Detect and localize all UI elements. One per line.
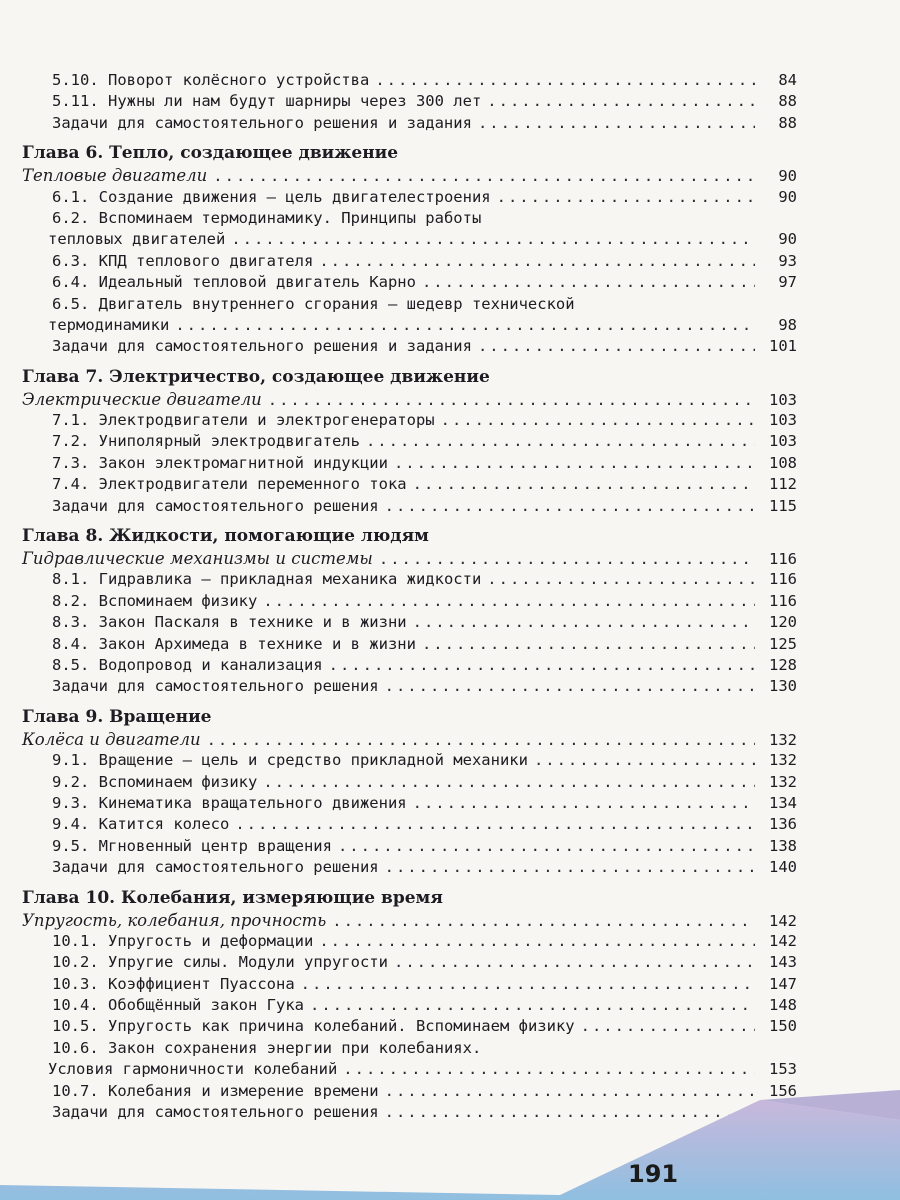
- toc-entry: [22, 995, 797, 1016]
- toc-leader-dots: [213, 166, 755, 187]
- toc-entry-text: Электродвигатели и электрогенераторы: [98, 411, 435, 430]
- toc-entry: [22, 974, 797, 995]
- toc-entry-title: [52, 1038, 481, 1059]
- toc-entry-title: [48, 229, 225, 250]
- toc-entry-title: [22, 389, 262, 410]
- toc-entry-text: Нужны ли нам будут шарниры через 300 лет: [108, 92, 482, 111]
- toc-entry: [22, 315, 797, 336]
- toc-entry-number: 10.5.: [52, 1017, 99, 1036]
- toc-entry: [22, 410, 797, 431]
- toc-entry: [22, 272, 797, 293]
- toc-entry-text: Водопровод и канализация: [98, 655, 323, 674]
- toc-entry: [22, 453, 797, 474]
- toc-leader-dots: [581, 1016, 755, 1037]
- toc-entry-text: Гидравлические механизмы и системы: [22, 549, 373, 569]
- toc-entry-number: 5.10.: [52, 71, 99, 89]
- toc-leader-dots: [310, 995, 755, 1016]
- toc-entry-title: [52, 772, 257, 793]
- toc-page-number: 120: [769, 613, 797, 632]
- toc-entry-title: [52, 251, 313, 272]
- toc-page-number: 88: [778, 113, 797, 132]
- toc-entry: [22, 836, 797, 857]
- toc-entry-title: [52, 676, 379, 697]
- toc-page-number: 108: [769, 453, 797, 472]
- toc-entry: [22, 931, 797, 952]
- toc-leader-dots: [379, 549, 755, 570]
- toc-page-number: 128: [769, 655, 797, 674]
- toc-entry-text: тепловых двигателей: [48, 230, 226, 249]
- toc-page-number: 138: [769, 836, 797, 855]
- chapter-heading: Глава 7. Электричество, создающее движение: [22, 366, 490, 387]
- toc-entry-title: [52, 187, 491, 208]
- toc-entry-number: 7.4.: [52, 475, 90, 494]
- toc-page-number: 98: [778, 315, 797, 334]
- toc-entry-number: 7.1.: [52, 411, 90, 430]
- toc-leader-dots: [366, 431, 755, 452]
- toc-entry-text: Двигатель внутреннего сгорания — шедевр технической: [98, 294, 575, 313]
- toc-entry-number: 10.7.: [52, 1081, 99, 1100]
- toc-entry-title: [52, 634, 416, 655]
- toc-page-number: 134: [769, 793, 797, 812]
- toc-entry-text: термодинамики: [48, 315, 170, 334]
- toc-page-number: 132: [769, 751, 797, 770]
- toc-entry-text: Катится колесо: [98, 815, 230, 834]
- toc-entry-text: Закон сохранения энергии при колебаниях.: [108, 1038, 482, 1057]
- toc-entry: [22, 229, 797, 250]
- toc-entry-text: Закон Архимеда в технике и в жизни: [98, 634, 416, 653]
- toc-page-number: 142: [769, 931, 797, 950]
- chapter-heading: Глава 8. Жидкости, помогающие людям: [22, 526, 429, 547]
- toc-entry-text: Электрические двигатели: [22, 389, 262, 409]
- toc-entry-text: Задачи для самостоятельного решения: [52, 677, 379, 696]
- toc-entry: [22, 1038, 797, 1059]
- toc-entry-title: [52, 113, 472, 134]
- toc-entry-text: Условия гармоничности колебаний: [48, 1060, 338, 1079]
- toc-entry-text: Задачи для самостоятельного решения и задания: [52, 337, 472, 356]
- toc-entry: [22, 187, 797, 208]
- toc-entry-title: [52, 655, 323, 676]
- toc-page-number: 93: [778, 251, 797, 270]
- toc-entry-title: [52, 793, 407, 814]
- toc-entry-title: [52, 70, 369, 91]
- toc-entry: [22, 496, 797, 517]
- toc-leader-dots: [319, 251, 755, 272]
- toc-entry-number: 10.4.: [52, 996, 99, 1015]
- toc-page-number: 84: [778, 71, 797, 89]
- toc-page-number: 150: [769, 1017, 797, 1036]
- toc-entry-text: Задачи для самостоятельного решения: [52, 858, 379, 877]
- toc-leader-dots: [394, 453, 755, 474]
- toc-entry-number: 9.1.: [52, 751, 90, 770]
- toc-entry-text: Закон Паскаля в технике и в жизни: [98, 613, 407, 632]
- toc-entry-text: Упругость, колебания, прочность: [22, 910, 327, 930]
- toc-entry-text: Обобщённый закон Гука: [108, 996, 304, 1015]
- toc-entry-number: 5.11.: [52, 92, 99, 111]
- toc-page-number: 103: [769, 432, 797, 451]
- toc-entry-title: [22, 548, 373, 569]
- chapter-heading: Глава 6. Тепло, создающее движение: [22, 143, 399, 164]
- toc-section-title: [22, 910, 797, 931]
- toc-page-number: 90: [778, 167, 797, 186]
- page-number: 191: [628, 1160, 679, 1188]
- toc-entry-title: [52, 952, 388, 973]
- toc-leader-dots: [422, 272, 755, 293]
- toc-entry: [22, 591, 797, 612]
- toc-entry-number: 8.5.: [52, 655, 90, 674]
- toc-section-title: [22, 165, 797, 186]
- toc-entry: [22, 750, 797, 771]
- toc-entry-title: [48, 1059, 337, 1080]
- toc-entry-title: [52, 208, 481, 229]
- toc-entry-title: [52, 431, 360, 452]
- toc-leader-dots: [263, 772, 755, 793]
- toc-entry-title: [48, 315, 169, 336]
- toc-entry: [22, 294, 797, 315]
- toc-entry-number: 10.2.: [52, 953, 99, 972]
- toc-entry-title: [52, 336, 472, 357]
- toc-page-number: 103: [769, 411, 797, 430]
- toc-entry-title: [52, 294, 575, 315]
- toc-entry: [22, 474, 797, 495]
- toc-entry-number: 8.1.: [52, 570, 90, 589]
- toc-page-number: 116: [769, 550, 797, 569]
- toc-entry-text: Кинематика вращательного движения: [98, 793, 407, 812]
- toc-entry: [22, 612, 797, 633]
- toc-entry-number: 8.3.: [52, 613, 90, 632]
- toc-entry-text: Идеальный тепловой двигатель Карно: [98, 273, 416, 292]
- toc-entry-title: [52, 612, 407, 633]
- toc-entry-title: [52, 931, 313, 952]
- toc-entry-text: Задачи для самостоятельного решения и задания: [52, 113, 472, 132]
- toc-entry-text: Упругость и деформации: [108, 931, 314, 950]
- toc-entry-number: 7.2.: [52, 432, 90, 451]
- toc-entry-title: [52, 974, 295, 995]
- toc-leader-dots: [413, 612, 755, 633]
- toc-entry-title: [52, 836, 332, 857]
- toc-page-number: 153: [769, 1060, 797, 1079]
- toc-entry: [22, 655, 797, 676]
- toc-page-number: 103: [769, 390, 797, 409]
- toc-entry-text: Закон электромагнитной индукции: [98, 453, 388, 472]
- toc-entry-text: КПД теплового двигателя: [98, 251, 314, 270]
- toc-entry-text: Колёса и двигатели: [22, 729, 201, 749]
- toc-section-title: [22, 729, 797, 750]
- chapter-heading: Глава 10. Колебания, измеряющие время: [22, 887, 443, 908]
- toc-entry-number: 10.3.: [52, 974, 99, 993]
- toc-leader-dots: [487, 569, 755, 590]
- toc-leader-dots: [338, 836, 755, 857]
- toc-page-number: 116: [769, 591, 797, 610]
- toc-page-number: 147: [769, 974, 797, 993]
- toc-leader-dots: [413, 474, 755, 495]
- toc-entry-number: 7.3.: [52, 453, 90, 472]
- chapter-heading: Глава 9. Вращение: [22, 706, 212, 727]
- footer-band-left-wedge: [0, 1100, 900, 1200]
- toc-page-number: 90: [778, 230, 797, 249]
- toc-page-number: 142: [769, 911, 797, 930]
- toc-entry-title: [52, 453, 388, 474]
- toc-entry: [22, 1059, 797, 1080]
- toc-leader-dots: [394, 952, 755, 973]
- toc-entry-text: Электродвигатели переменного тока: [98, 475, 407, 494]
- toc-entry-number: 6.2.: [52, 208, 90, 227]
- toc-entry-number: 10.1.: [52, 931, 99, 950]
- toc-page-number: 156: [769, 1081, 797, 1100]
- toc-entry: [22, 336, 797, 357]
- toc-page-number: 130: [769, 677, 797, 696]
- toc-page-number: 148: [769, 996, 797, 1015]
- toc-leader-dots: [478, 336, 755, 357]
- toc-leader-dots: [497, 187, 755, 208]
- toc-entry-title: [52, 496, 379, 517]
- toc-entry-number: 8.4.: [52, 634, 90, 653]
- toc-page-number: 136: [769, 815, 797, 834]
- toc-entry-title: [52, 91, 481, 112]
- toc-entry: [22, 676, 797, 697]
- toc-entry-title: [52, 272, 416, 293]
- toc-entry: [22, 431, 797, 452]
- toc-leader-dots: [235, 814, 755, 835]
- toc-leader-dots: [534, 750, 755, 771]
- toc-entry: [22, 251, 797, 272]
- toc-entry-number: 6.4.: [52, 273, 90, 292]
- toc-entry: [22, 793, 797, 814]
- toc-entry: [22, 814, 797, 835]
- toc-entry: [22, 91, 797, 112]
- toc-page-number: 101: [769, 337, 797, 356]
- toc-entry-title: [52, 750, 528, 771]
- toc-leader-dots: [231, 229, 755, 250]
- toc-leader-dots: [268, 390, 755, 411]
- toc-leader-dots: [375, 70, 755, 91]
- toc-entry-text: Поворот колёсного устройства: [108, 71, 370, 89]
- toc-leader-dots: [385, 857, 755, 878]
- toc-leader-dots: [263, 591, 755, 612]
- toc-page-number: 90: [778, 187, 797, 206]
- toc-entry-text: Задачи для самостоятельного решения: [52, 1103, 379, 1122]
- toc-leader-dots: [332, 911, 755, 932]
- toc-entry-number: 6.1.: [52, 187, 90, 206]
- toc-entry-title: [52, 410, 435, 431]
- toc-entry-number: 10.6.: [52, 1038, 99, 1057]
- toc-leader-dots: [487, 91, 755, 112]
- toc-entry-title: [22, 729, 201, 750]
- toc-leader-dots: [343, 1059, 755, 1080]
- toc-entry: [22, 772, 797, 793]
- toc-entry: [22, 208, 797, 229]
- toc-leader-dots: [301, 974, 755, 995]
- decorative-footer-band: [0, 1090, 900, 1200]
- toc-leader-dots: [175, 315, 755, 336]
- toc-leader-dots: [441, 410, 755, 431]
- toc-entry-number: 8.2.: [52, 591, 90, 610]
- toc-entry-number: 9.2.: [52, 772, 90, 791]
- toc-entry-text: Мгновенный центр вращения: [98, 836, 332, 855]
- toc-entry-text: Вспоминаем термодинамику. Принципы работы: [98, 208, 482, 227]
- toc-entry: [22, 634, 797, 655]
- toc-page-number: 97: [778, 273, 797, 292]
- toc-leader-dots: [329, 655, 755, 676]
- toc-entry-number: 9.4.: [52, 815, 90, 834]
- toc-leader-dots: [478, 113, 755, 134]
- toc-entry-number: 9.3.: [52, 793, 90, 812]
- toc-entry-title: [22, 910, 326, 931]
- toc-entry: [22, 952, 797, 973]
- toc-entry-number: 6.3.: [52, 251, 90, 270]
- toc-entry: [22, 569, 797, 590]
- table-of-contents: [22, 70, 797, 1123]
- toc-entry-text: Упругие силы. Модули упругости: [108, 953, 388, 972]
- toc-page-number: 88: [778, 92, 797, 111]
- toc-page-number: 112: [769, 475, 797, 494]
- toc-entry-title: [52, 995, 304, 1016]
- toc-entry-title: [52, 591, 257, 612]
- toc-entry-title: [52, 857, 379, 878]
- toc-entry-title: [22, 165, 207, 186]
- toc-page-number: 140: [769, 858, 797, 877]
- toc-page-number: 132: [769, 730, 797, 749]
- toc-entry: [22, 113, 797, 134]
- toc-entry-text: Униполярный электродвигатель: [98, 432, 360, 451]
- toc-entry-title: [52, 814, 229, 835]
- toc-page-number: 125: [769, 634, 797, 653]
- toc-page-number: 143: [769, 953, 797, 972]
- toc-page-number: 116: [769, 570, 797, 589]
- toc-section-title: [22, 389, 797, 410]
- toc-entry-text: Упругость как причина колебаний. Вспоминаем физику: [108, 1017, 575, 1036]
- toc-entry-text: Вращение — цель и средство прикладной механики: [98, 751, 528, 770]
- toc-section-title: [22, 548, 797, 569]
- toc-entry-text: Создание движения — цель двигателестроения: [98, 187, 491, 206]
- toc-leader-dots: [385, 676, 755, 697]
- toc-page-number: 132: [769, 772, 797, 791]
- toc-entry-text: Коэффициент Пуассона: [108, 974, 295, 993]
- toc-entry-text: Гидравлика — прикладная механика жидкости: [98, 570, 482, 589]
- toc-entry-number: 6.5.: [52, 294, 90, 313]
- toc-leader-dots: [422, 634, 755, 655]
- toc-entry: [22, 70, 797, 91]
- toc-leader-dots: [385, 496, 755, 517]
- toc-entry-text: Задачи для самостоятельного решения: [52, 496, 379, 515]
- toc-entry-title: [52, 569, 481, 590]
- toc-leader-dots: [413, 793, 755, 814]
- toc-entry-text: Колебания и измерение времени: [108, 1081, 379, 1100]
- toc-leader-dots: [319, 931, 755, 952]
- toc-entry-title: [52, 1016, 575, 1037]
- toc-entry: [22, 857, 797, 878]
- toc-leader-dots: [207, 730, 755, 751]
- toc-entry-number: 9.5.: [52, 836, 90, 855]
- toc-entry-text: Вспоминаем физику: [98, 772, 258, 791]
- toc-entry-text: Вспоминаем физику: [98, 591, 258, 610]
- toc-entry-title: [52, 474, 407, 495]
- toc-entry-text: Тепловые двигатели: [22, 166, 208, 186]
- toc-entry: [22, 1016, 797, 1037]
- toc-page-number: 115: [769, 496, 797, 515]
